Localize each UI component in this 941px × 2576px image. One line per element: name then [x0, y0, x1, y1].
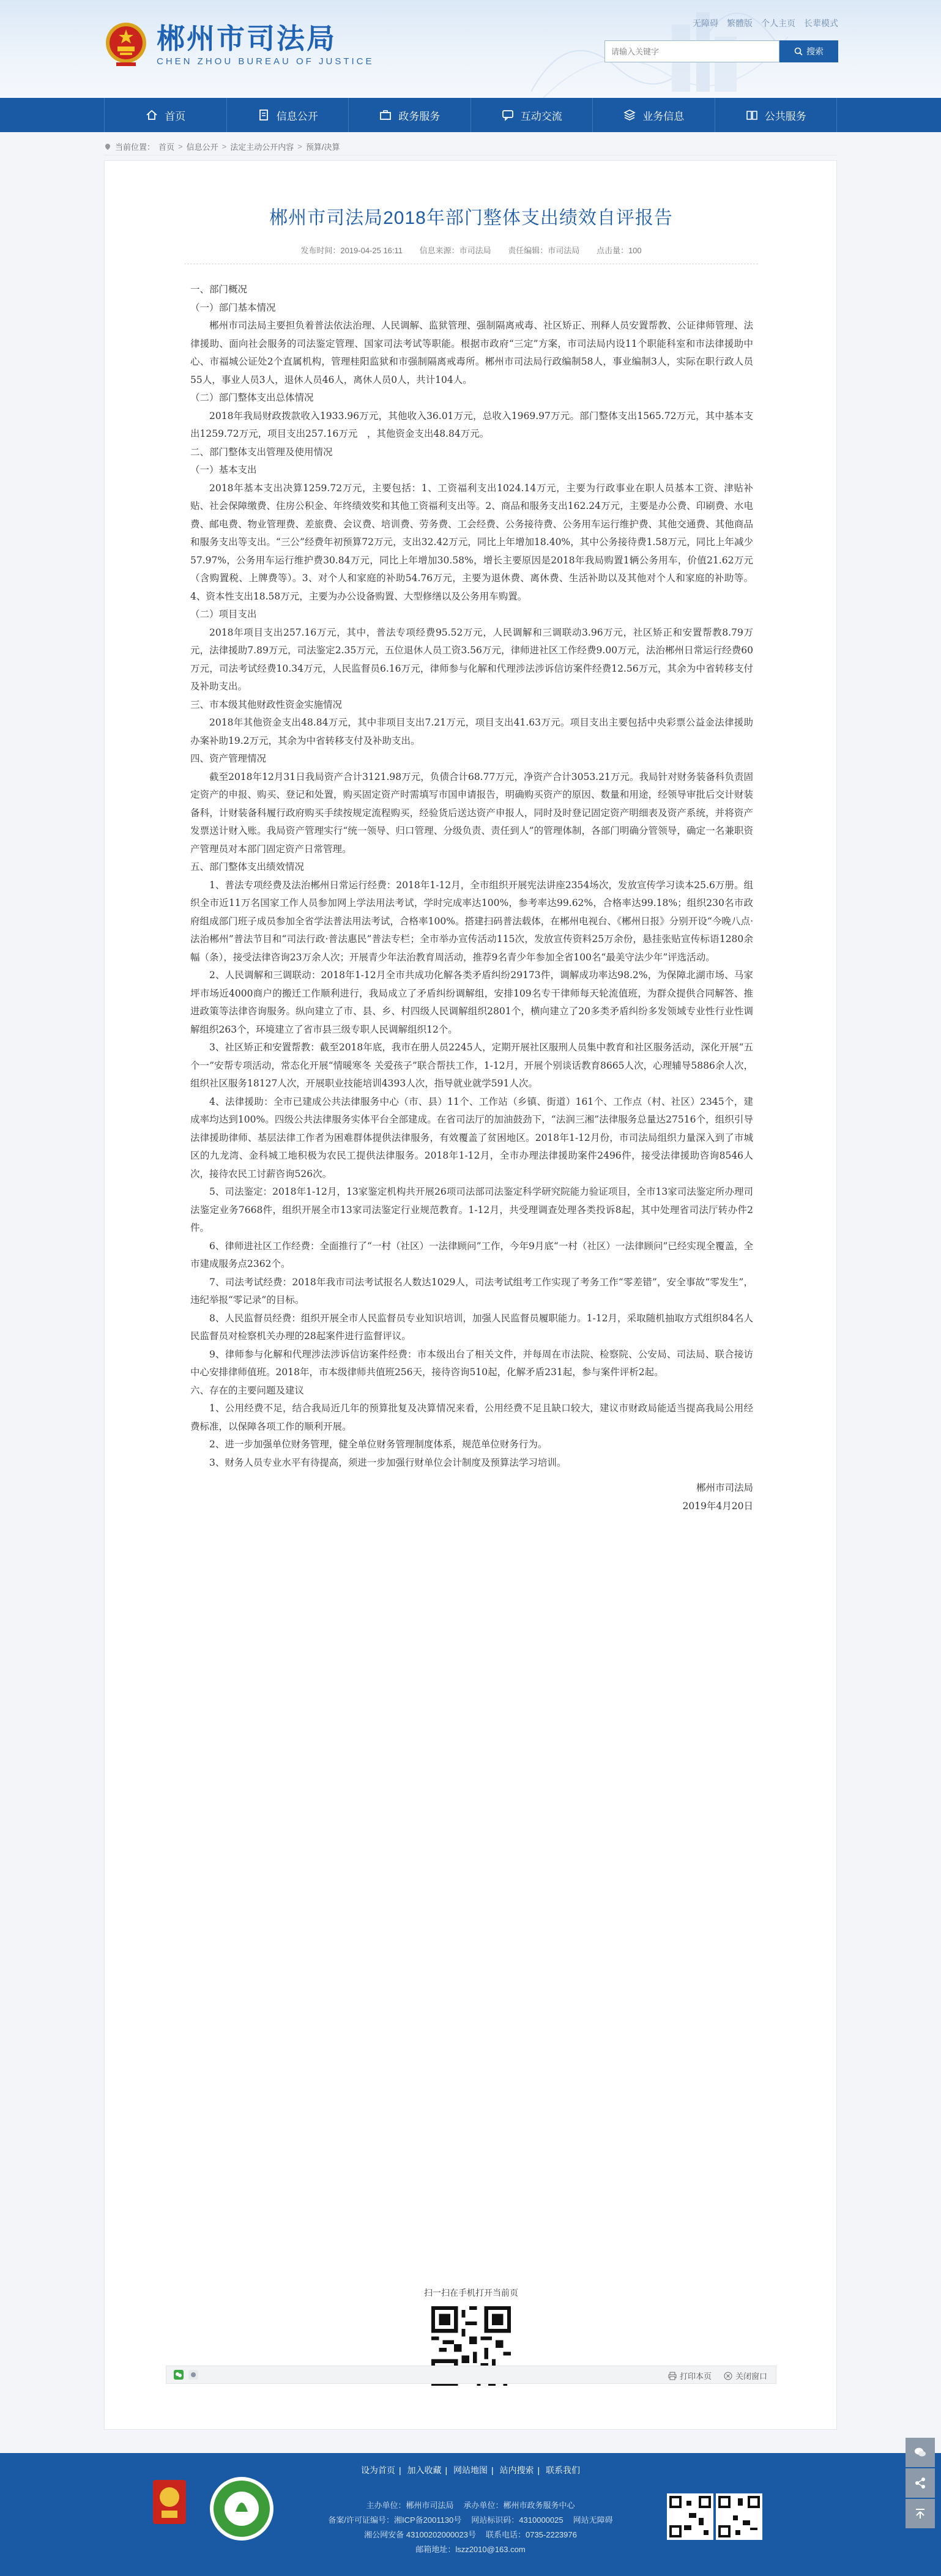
paragraph: 2018年项目支出257.16万元，其中，普法专项经费95.52万元，人民调解和三调联动3.96万元，社区矫正和安置帮教8.79万元，法律援助7.89万元，司法鉴定2.35万元，五位退休人员工资3.56万元，律师进社区工作经费9.00万元，法治郴州日常运行经费60万元，司法考试经费10.34万元，人民监督员6.16万元，律师参与化解和代理涉法涉诉信访案件经费12.56万元，其余为中省转移支付及补助支出。	[190, 626, 753, 692]
article-title: 郴州市司法局2018年部门整体支出绩效自评报告	[269, 208, 673, 228]
share-float-button[interactable]	[906, 2468, 935, 2498]
nav-label: 互动交流	[520, 110, 562, 122]
close-window-button[interactable]	[724, 2370, 767, 2381]
search-icon	[794, 47, 803, 56]
article-container	[104, 160, 837, 2430]
paragraph: 8、人民监督员经费：组织开展全市人民监督员专业知识培训，加强人民监督员履职能力。1-12月，采取随机抽取方式组织84名人民监督员对检察机关办理的28起案件进行监督评议。	[190, 1312, 753, 1342]
site-code: 网站标识码：4310000025	[471, 2515, 563, 2525]
nav-label: 信息公开	[276, 110, 318, 122]
breadcrumb-item[interactable]: 首页	[158, 143, 175, 152]
breadcrumb	[104, 138, 837, 155]
top-links	[693, 17, 838, 29]
footer-links: 设为首页 | 加入收藏 | 网站地图 | 站内搜索 | 联系我们	[360, 2465, 581, 2475]
paragraph: 郴州市司法局主要担负着普法依法治理、人民调解、监狱管理、强制隔离戒毒、社区矫正、刑释人员安置帮教、公证律师管理、法律援助、面向社会服务的司法鉴定管理、国家司法考试等职能。根据市政府“三定”方案，市司法局内设11个职能科室和市法律援助中心、市福城公证处2个直属机构，管理桂阳监狱和市强制隔离戒毒所。郴州市司法局行政编制58人，事业编制3人，实际在职行政人员55人，事业人员3人，退休人员46人，离休人员0人，共计104人。	[190, 320, 753, 385]
search-input[interactable]	[604, 40, 779, 62]
breadcrumb-separator: >	[297, 142, 302, 151]
home-icon	[145, 108, 158, 122]
signature: 郴州市司法局	[696, 1482, 753, 1493]
book-icon	[745, 108, 759, 122]
section-heading: 四、资产管理情况	[190, 753, 267, 764]
site-header	[0, 0, 941, 98]
paragraph: 6、律师进社区工作经费：全面推行了“一村（社区）一法律顾问”工作，今年9月底“一村（社区）一法律顾问”已经实现全覆盖，全市建成服务点2362个。	[190, 1240, 753, 1269]
paragraph: 1、公用经费不足，结合我局近几年的预算批复及决算情况来看，公用经费不足且缺口较大，建议市财政局能适当提高我局公用经费标准，以保障各项工作的顺利开展。	[190, 1403, 753, 1432]
breadcrumb-item[interactable]: 法定主动公开内容	[230, 143, 294, 152]
nav-item-public-services[interactable]	[715, 98, 838, 132]
phone: 联系电话：0735-2223976	[485, 2530, 577, 2539]
footer-link-set-home[interactable]: 设为首页	[360, 2465, 395, 2475]
paragraph: 2018年其他资金支出48.84万元，其中非项目支出7.21万元，项目支出41.63万元。项目支出主要包括中央彩票公益金法律援助办案补助19.2万元，其余为中省转移支付及补助支出。	[190, 717, 753, 746]
accessibility-link[interactable]: 网站无障碍	[573, 2515, 613, 2525]
weibo-qr-code	[716, 2493, 762, 2540]
toplink-personal[interactable]: 个人主页	[761, 18, 795, 28]
location-icon	[104, 143, 111, 150]
email: 邮箱地址：lszz2010@163.com	[415, 2545, 526, 2554]
back-to-top-button[interactable]	[906, 2499, 935, 2528]
section-heading: 一、部门概况	[190, 284, 248, 295]
qr-label: 扫一扫在手机打开当前页	[424, 2288, 518, 2298]
sponsor: 主办单位：郴州市司法局	[366, 2501, 454, 2510]
section-heading: 二、部门整体支出管理及使用情况	[190, 446, 333, 458]
printer-icon	[668, 2372, 677, 2380]
section-heading: 五、部门整体支出绩效情况	[190, 861, 305, 872]
nav-item-gov-services[interactable]	[349, 98, 471, 132]
nav-label: 政务服务	[398, 110, 441, 122]
share-bar	[166, 2366, 776, 2384]
paragraph: 5、司法鉴定：2018年1-12月，13家鉴定机构共开展26项司法部司法鉴定科学研究院能力验证项目，全市13家司法鉴定所办理司法鉴定业务7668件，组织开展全市13家司法鉴定行业规范教育。1-12月，共受理调查处理各类投诉8起，其中处理省司法厅转办件2件。	[190, 1186, 753, 1233]
breadcrumb-separator: >	[178, 142, 183, 151]
info-source: 信息来源：市司法局	[419, 246, 491, 255]
wechat-qr-code	[667, 2493, 713, 2540]
article-meta	[105, 244, 838, 256]
paragraph: 3、财务人员专业水平有待提高，须进一步加强行财单位会计制度及预算法学习培训。	[209, 1457, 567, 1468]
paragraph: 截至2018年12月31日我局资产合计3121.98万元，负债合计68.77万元，净资产合计3053.21万元。我局针对财务装备科负责固定资产的申报、购买、登记和处置，购买固定资产时需填写市国申请报告，明确购买资产的原因、数量和用途，经领导审批后交计财装备科，计财装备科履行政府购买手续按规定流程购买，经验货后送达资产申报人，同时及时登记固定资产明细表及资产系统，并将资产发票送计财入账。我局资产管理实行“统一领导、归口管理、分级负责、责任到人”的管理体制，各部门明确分管领导，确定一名兼职资产管理员对本部门固定资产日常管理。	[190, 771, 753, 855]
section-heading: （一）部门基本情况	[190, 302, 276, 313]
view-count: 点击量：100	[596, 246, 642, 255]
paragraph: 9、律师参与化解和代理涉法涉诉信访案件经费：市本级出台了相关文件，并每周在市法院、检察院、公安局、司法局、联合接访中心安排律师值班。2018年，市本级律师共值班256天，接待咨询510起，化解矛盾231起，参与案件评析2起。	[190, 1348, 753, 1378]
section-heading: 六、存在的主要问题及建议	[190, 1384, 305, 1396]
search-button-label: 搜索	[806, 46, 824, 56]
site-name: 郴州市司法局	[157, 22, 337, 54]
footer-link-contact[interactable]: 联系我们	[546, 2465, 581, 2475]
toplink-accessibility[interactable]: 无障碍	[693, 18, 718, 28]
search-button[interactable]	[779, 40, 838, 62]
organizer: 承办单位：郴州市政务服务中心	[463, 2501, 575, 2510]
chat-icon	[501, 108, 515, 122]
print-label: 打印本页	[679, 2372, 712, 2381]
briefcase-icon	[379, 108, 392, 122]
paragraph: 2018年基本支出决算1259.72万元，主要包括：1、工资福利支出1024.14万元，主要为行政事业在职人员基本工资、津贴补贴、社会保障缴费、住房公积金、年终绩效奖和其他工资福利支出等。2、商品和服务支出162.24万元，主要是办公费、印刷费、水电费、邮电费、物业管理费、差旅费、会议费、培训费、劳务费、工会经费、公务接待费、公务用车运行维护费、其他交通费、其他商品和服务支出等支出。“三公”经费年初预算72万元，支出32.42万元，同比上年增加18.40%，其中公务接待费1.58万元，同比上年减少57.97%，公务用车运行维护费30.84万元，同比上年增加30.58%，增长主要原因是2018年我局购置1辆公务用车，价值21.62万元（含购置税、上牌费等）。3、对个人和家庭的补助54.76万元，主要为退休费、离休费、生活补助以及其他对个人和家庭的补助等。4、资本性支出18.58万元，主要为办公设备购置、大型修缮以及公务用车购置。	[190, 482, 753, 602]
section-heading: （一）基本支出	[190, 464, 257, 475]
search-box	[604, 40, 838, 62]
close-icon	[724, 2372, 732, 2380]
nav-label: 业务信息	[642, 110, 685, 122]
close-label: 关闭窗口	[735, 2372, 767, 2381]
breadcrumb-item[interactable]: 预算/决算	[305, 143, 340, 152]
site-footer	[0, 2453, 941, 2576]
national-emblem-icon	[104, 20, 148, 69]
nav-item-business-info[interactable]	[593, 98, 715, 132]
paragraph: 2018年我局财政拨款收入1933.96万元，其他收入36.01万元，总收入1969.97万元。部门整体支出1565.72万元，其中基本支出1259.72万元，项目支出257.16万元 ，其他资金支出48.84万元。	[190, 410, 753, 439]
nav-label: 首页	[165, 110, 186, 122]
qq-share-icon[interactable]	[188, 2370, 198, 2380]
police-record[interactable]: 湘公网安备 43100202000023号	[364, 2530, 476, 2539]
nav-item-interaction[interactable]	[471, 98, 593, 132]
section-heading: （二）部门整体支出总体情况	[190, 392, 314, 403]
paragraph: 7、司法考试经费：2018年我市司法考试报名人数达1029人，司法考试组考工作实现了考务工作“零差错”，安全事故“零发生”，违纪举报“零记录”的目标。	[190, 1276, 753, 1305]
breadcrumb-prefix: 当前位置：	[115, 143, 155, 152]
footer-link-favorite[interactable]: 加入收藏	[407, 2465, 442, 2475]
site-name-en: CHEN ZHOU BUREAU OF JUSTICE	[157, 56, 374, 67]
nav-label: 公共服务	[764, 110, 806, 122]
footer-link-sitemap[interactable]: 网站地图	[453, 2465, 488, 2475]
arrow-up-icon	[913, 2506, 928, 2521]
breadcrumb-item[interactable]: 信息公开	[186, 143, 218, 152]
wechat-icon	[913, 2445, 928, 2460]
paragraph: 2、人民调解和三调联动：2018年1-12月全市共成功化解各类矛盾纠纷29173件，调解成功率达98.2%，为保障北湖市场、马家坪市场近4000商户的搬迁工作顺利进行，我局成立了矛盾纠纷调解组，安排109名专干律师每天轮流值班，为群众提供合同解答、推进政策等法律咨询服务。纵向建立了市、县、乡、村四级人民调解组织2801个，横向建立了20多类矛盾纠纷多发领域专业性行业性调解组织263个，环境建立了省市县三级专职人民调解组织12个。	[190, 970, 753, 1035]
footer-info	[0, 2498, 941, 2557]
publish-time: 发布时间：2019-04-25 16:11	[300, 246, 403, 255]
main-nav	[0, 98, 941, 132]
paragraph: 2、进一步加强单位财务管理，健全单位财务管理制度体系，规范单位财务行为。	[209, 1439, 548, 1450]
article-body	[190, 281, 753, 1515]
wechat-float-button[interactable]	[906, 2438, 935, 2467]
toplink-traditional[interactable]: 繁體版	[727, 18, 753, 28]
breadcrumb-separator: >	[221, 142, 227, 151]
toplink-elder-mode[interactable]: 长辈模式	[804, 18, 838, 28]
nav-item-info-disclosure[interactable]	[227, 98, 349, 132]
wechat-share-icon[interactable]	[174, 2370, 184, 2380]
print-button[interactable]	[668, 2370, 712, 2381]
nav-item-home[interactable]	[104, 98, 227, 132]
section-heading: （二）项目支出	[190, 609, 257, 620]
layers-icon	[623, 108, 636, 122]
share-icon	[913, 2476, 928, 2490]
paragraph: 1、普法专项经费及法治郴州日常运行经费：2018年1-12月，全市组织开展宪法讲座2354场次，发放宣传学习读本25.6万册。组织全市近11万名国家工作人员参加网上学法用法考试，学时完成率达100%，参考率达99.62%，合格率达99.18%；组织230名市政府组成部门班子成员参加全省学法普法用法考试，合格率100%。搭建扫码普法载体，在郴州电视台、《郴州日报》分别开设“今晚八点·法治郴州”普法节目和“司法行政·普法惠民”普法专栏；全市举办宣传活动115次，发放宣传资料25万余份，悬挂张贴宣传标语1280余幅（条），接受法律咨询23万余人次；开展青少年法治教育周活动，推荐9名青少年参加全省100名“最美守法少年”评选活动。	[190, 879, 753, 963]
signature-date: 2019年4月20日	[682, 1500, 753, 1512]
footer-link-site-search[interactable]: 站内搜索	[499, 2465, 534, 2475]
paragraph: 4、法律援助：全市已建成公共法律服务中心（市、县）11个、工作站（乡镇、街道）161个、工作点（村、社区）2345个，建成率均达到100%。四级公共法律服务实体平台全部建成。在省司法厅的加油鼓劲下，“法润三湘”法律服务总量达27516个，组织引导法律援助律师、基层法律工作者为困难群体提供法律服务，有效覆盖了贫困地区。2018年1-12月份，市司法局组织力量深入到了市城区的九龙湾、金科城工地积极为农民工提供法律服务。2018年1-12月，全市办理法律援助案件2496件，接受法律援助咨询8546人次，接待农民工讨薪咨询526次。	[190, 1096, 753, 1179]
site-logo[interactable]	[104, 20, 374, 69]
document-icon	[257, 108, 270, 122]
editor: 责任编辑：市司法局	[508, 246, 580, 255]
paragraph: 3、社区矫正和安置帮教：截至2018年底，我市在册人员2245人，定期开展社区服刑人员集中教育和社区服务活动，深化开展“五个一”安帮专项活动，常态化开展“情暖寒冬 关爱孩子”联合帮扶工作，1-12月，开展个别谈话教育8665人次，心理辅导5886余人次，组织社区服务18127人次，开展职业技能培训4393人次，指导就业就学591人次。	[190, 1042, 753, 1089]
side-float-toolbar	[906, 2438, 935, 2528]
section-heading: 三、市本级其他财政性资金实施情况	[190, 699, 343, 710]
icp-license[interactable]: 备案/许可证编号：湘ICP备2001130号	[328, 2515, 462, 2525]
